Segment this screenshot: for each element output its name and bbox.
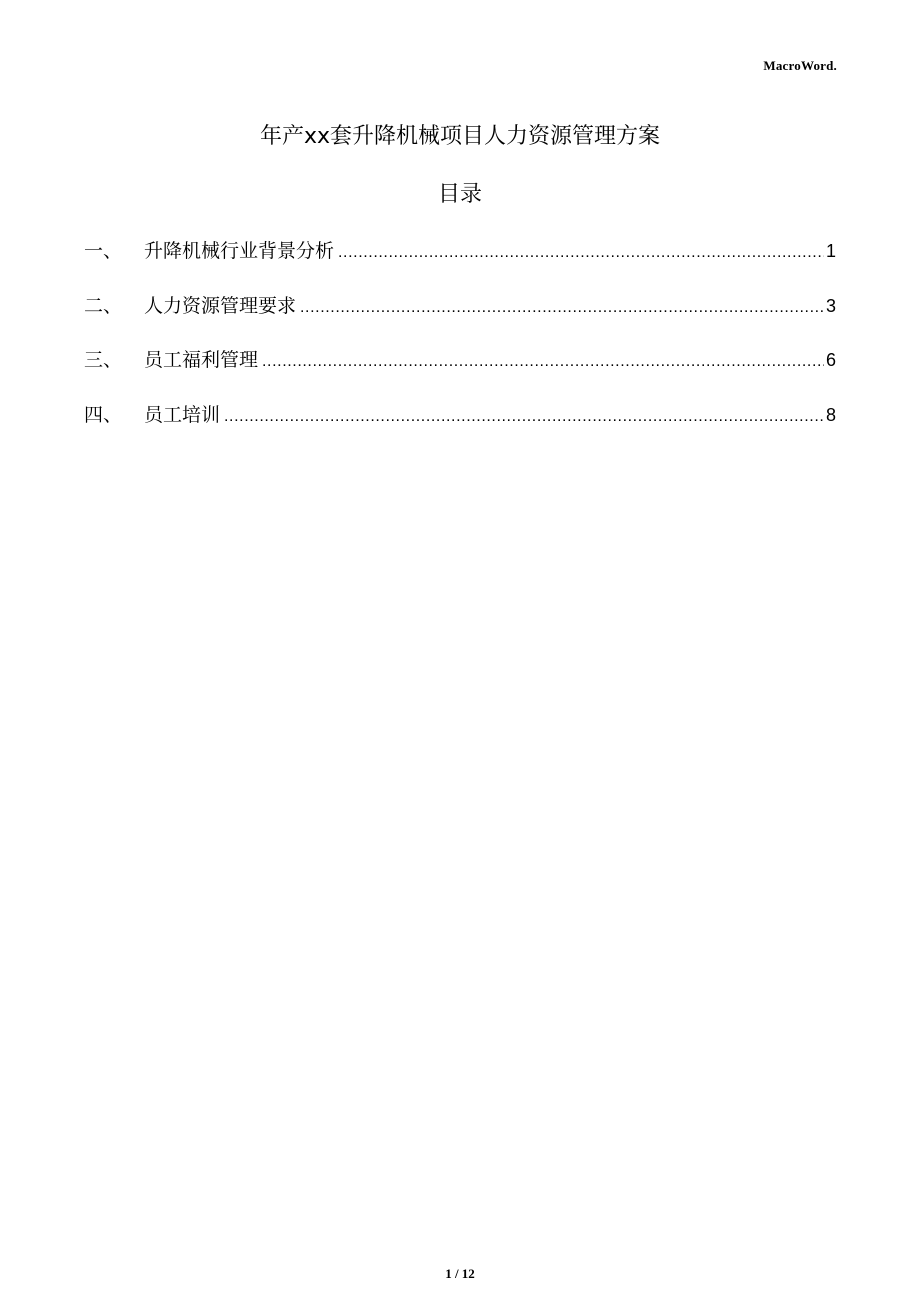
toc-entry-text: 升降机械行业背景分析 (144, 240, 335, 262)
toc-entry-page: 6 (825, 350, 836, 370)
toc-entry-page: 8 (825, 404, 836, 425)
toc-entry-number: 四、 (84, 403, 123, 426)
toc-entry-page: 3 (825, 295, 836, 316)
toc-entry[interactable] (84, 400, 836, 455)
toc-dot-leader (262, 347, 824, 377)
header-brand: MacroWord. (763, 58, 837, 73)
toc-entry-number: 三、 (84, 349, 123, 371)
toc-entry[interactable] (84, 345, 836, 400)
table-of-contents (84, 236, 836, 454)
toc-entry-number: 一、 (84, 240, 123, 262)
toc-entry-page: 1 (825, 241, 836, 261)
toc-entry-text: 人力资源管理要求 (144, 294, 297, 317)
toc-entry-text: 员工福利管理 (144, 349, 259, 371)
toc-dot-leader (338, 238, 824, 268)
document-title: 年产xx套升降机械项目人力资源管理方案 (259, 124, 661, 149)
toc-heading: 目录 (437, 182, 482, 207)
toc-dot-leader (224, 402, 824, 432)
toc-entry[interactable] (84, 291, 836, 346)
toc-entry-number: 二、 (84, 294, 123, 317)
toc-entry-text: 员工培训 (144, 403, 221, 426)
page-number-footer: 1 / 12 (445, 1266, 475, 1281)
toc-dot-leader (300, 293, 824, 323)
toc-entry[interactable] (84, 236, 836, 291)
